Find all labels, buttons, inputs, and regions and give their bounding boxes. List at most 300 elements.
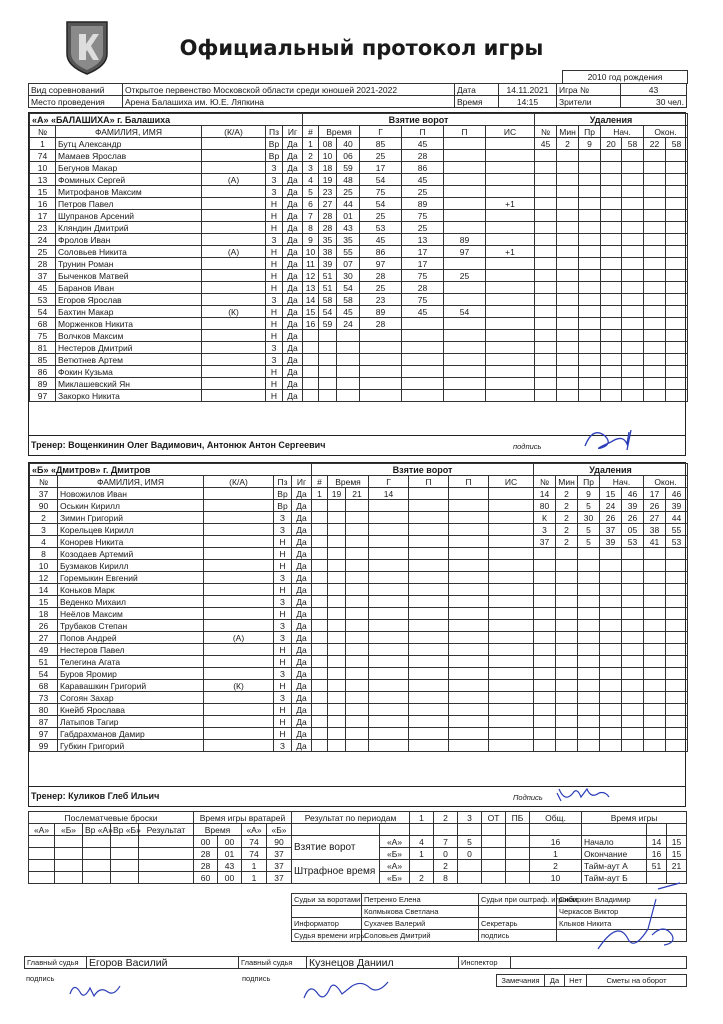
tA-penalty-row <box>535 246 688 258</box>
goal-cell: 23 <box>319 186 337 198</box>
tB-goal-col-5: ИС <box>489 476 534 488</box>
referees-table <box>24 956 687 969</box>
player-plays: Да <box>292 656 312 668</box>
player-name: Конорев Никита <box>58 536 204 548</box>
goal-cell <box>369 668 409 680</box>
tA-player-row <box>30 138 303 150</box>
tB-goal-row <box>312 524 534 536</box>
game-no-value: 43 <box>621 84 687 96</box>
competition-value: Открытое первенство Московской области среди юношей 2021-2022 <box>123 84 455 96</box>
penalty-cell <box>535 234 557 246</box>
tA-penalty-row <box>535 294 688 306</box>
player-plays: Да <box>292 584 312 596</box>
goal-cell <box>409 608 449 620</box>
game-info-table <box>28 83 687 108</box>
remarks-cell: Замечания <box>497 975 545 987</box>
player-number: 3 <box>30 524 58 536</box>
tB-penalty-row <box>534 488 688 500</box>
penalty-cell: 2 <box>556 500 578 512</box>
penalty-cell <box>622 318 644 330</box>
tB-penalty-row <box>534 596 688 608</box>
penalty-cell <box>666 704 688 716</box>
tA-goal-row <box>303 354 535 366</box>
tA-roster-col-2: (К/А) <box>202 126 266 138</box>
game-time-header: Время игры <box>582 812 687 824</box>
chief-referee-signature <box>64 974 144 1004</box>
penalty-cell <box>579 378 601 390</box>
goal-cell: 54 <box>337 282 360 294</box>
chief-referee2-label: Главный судья <box>239 957 307 969</box>
player-position: Н <box>274 704 292 716</box>
player-position: Н <box>274 608 292 620</box>
penalty-cell: 26 <box>644 500 666 512</box>
goal-cell <box>369 728 409 740</box>
goal-cell <box>489 668 534 680</box>
team-b-section <box>28 462 686 807</box>
penalty-cell <box>644 378 666 390</box>
player-number: 49 <box>30 644 58 656</box>
player-name: Габдрахманов Дамир <box>58 728 204 740</box>
tB-penalty-row <box>534 692 688 704</box>
penalty-cell <box>644 318 666 330</box>
goal-cell: +1 <box>486 246 535 258</box>
penalty-cell <box>666 390 688 402</box>
penalty-cell <box>556 632 578 644</box>
tA-player-row <box>30 222 303 234</box>
player-number: 85 <box>30 354 56 366</box>
tB-roster-col-2: (К/А) <box>204 476 274 488</box>
player-role <box>202 378 266 390</box>
penalty-cell <box>644 174 666 186</box>
penalty-cell <box>666 282 688 294</box>
player-plays: Да <box>283 390 303 402</box>
official-role: Секретарь <box>479 918 557 930</box>
tB-goal-row <box>312 632 534 644</box>
remarks-cell: Нет <box>565 975 587 987</box>
player-role <box>204 716 274 728</box>
penalty-cell <box>644 294 666 306</box>
goal-cell <box>489 560 534 572</box>
tB-player-row <box>30 704 312 716</box>
player-plays: Да <box>292 512 312 524</box>
player-role <box>202 222 266 234</box>
periods-table <box>291 811 582 884</box>
goal-cell <box>346 536 369 548</box>
penalty-cell: 2 <box>556 524 578 536</box>
goal-cell: 08 <box>319 138 337 150</box>
tA-player-row <box>30 210 303 222</box>
goal-cell: 28 <box>319 222 337 234</box>
penalty-cell <box>644 234 666 246</box>
player-plays: Да <box>292 608 312 620</box>
player-number: 15 <box>30 596 58 608</box>
player-role <box>202 198 266 210</box>
penalty-cell <box>644 740 666 752</box>
game-time-row <box>582 848 687 860</box>
goal-cell <box>346 524 369 536</box>
goal-cell <box>346 704 369 716</box>
goalie-time-cell: 74 <box>242 848 267 860</box>
officials-signature <box>568 879 688 959</box>
goal-cell <box>360 330 402 342</box>
player-position: Вр <box>274 488 292 500</box>
goal-cell <box>444 174 486 186</box>
goal-cell: 1 <box>303 138 319 150</box>
goal-cell <box>319 366 337 378</box>
penalty-cell <box>666 620 688 632</box>
tB-player-row <box>30 500 312 512</box>
tA-player-row <box>30 354 303 366</box>
penalty-cell <box>578 572 600 584</box>
tB-player-row <box>30 584 312 596</box>
player-name: Новожилов Иван <box>58 488 204 500</box>
goal-cell <box>312 584 328 596</box>
player-plays: Да <box>283 138 303 150</box>
penalty-cell <box>535 246 557 258</box>
goal-cell <box>449 656 489 668</box>
penalty-cell <box>601 222 622 234</box>
pim-a-tag: «А» <box>380 860 410 872</box>
tA-player-row <box>30 258 303 270</box>
goal-cell: 43 <box>337 222 360 234</box>
game-time-minutes: 15 <box>667 836 687 848</box>
penalty-cell <box>644 644 666 656</box>
penalty-cell <box>666 716 688 728</box>
player-position: З <box>274 572 292 584</box>
venue-value: Арена Балашиха им. Ю.Е. Ляпкина <box>123 96 455 108</box>
player-plays: Да <box>283 150 303 162</box>
penalty-cell <box>666 186 688 198</box>
player-number: 53 <box>30 294 56 306</box>
goal-cell <box>486 378 535 390</box>
player-position: Н <box>266 306 283 318</box>
goal-cell <box>486 270 535 282</box>
tB-player-row <box>30 548 312 560</box>
shootout-header: Послематчевые броски <box>29 812 194 824</box>
goal-cell <box>312 632 328 644</box>
venue-label: Место проведения <box>29 96 123 108</box>
tB-pen-col-start: Нач. <box>600 476 644 488</box>
player-plays: Да <box>292 728 312 740</box>
tB-goal-row <box>312 584 534 596</box>
penalty-cell <box>666 162 688 174</box>
player-name: Миклашевский Ян <box>56 378 202 390</box>
tB-player-row <box>30 512 312 524</box>
goal-cell: 24 <box>337 318 360 330</box>
player-plays: Да <box>283 318 303 330</box>
goal-cell <box>449 668 489 680</box>
goalie-time-cell: 01 <box>218 848 242 860</box>
goal-cell <box>346 620 369 632</box>
penalty-cell: 39 <box>600 536 622 548</box>
penalty-cell <box>622 342 644 354</box>
penalty-cell <box>557 378 579 390</box>
tB-goal-row <box>312 488 534 500</box>
player-number: 97 <box>30 728 58 740</box>
player-position: Н <box>266 210 283 222</box>
tB-penalty-row <box>534 608 688 620</box>
player-number: 23 <box>30 222 56 234</box>
penalty-cell <box>578 560 600 572</box>
penalty-cell <box>622 548 644 560</box>
penalty-cell <box>534 656 556 668</box>
goalie-time-cell: 00 <box>194 836 218 848</box>
goal-cell <box>328 692 346 704</box>
penalty-cell <box>557 330 579 342</box>
goal-cell <box>444 342 486 354</box>
player-position: З <box>266 174 283 186</box>
player-role <box>204 740 274 752</box>
penalty-cell <box>600 692 622 704</box>
penalty-cell <box>579 174 601 186</box>
tA-penalty-row <box>535 258 688 270</box>
goal-cell <box>444 162 486 174</box>
team-b-coach: Тренер: Куликов Глеб Ильич <box>31 791 160 801</box>
goal-cell <box>312 536 328 548</box>
period-col-2: 2 <box>434 812 458 824</box>
penalty-cell <box>622 740 644 752</box>
goal-cell <box>312 572 328 584</box>
goal-cell <box>444 366 486 378</box>
penalty-cell <box>666 270 688 282</box>
goal-cell <box>486 294 535 306</box>
tA-player-row <box>30 330 303 342</box>
tB-player-row <box>30 740 312 752</box>
goal-cell <box>328 584 346 596</box>
period-cell: 5 <box>458 836 482 848</box>
player-name: Егоров Ярослав <box>56 294 202 306</box>
goal-cell <box>312 668 328 680</box>
penalty-cell <box>644 270 666 282</box>
penalty-cell: 46 <box>666 488 688 500</box>
penalty-cell <box>535 318 557 330</box>
penalty-cell <box>534 572 556 584</box>
goal-cell <box>369 656 409 668</box>
goal-cell <box>328 668 346 680</box>
game-time-label: Тайм-аут А <box>582 860 647 872</box>
goal-cell <box>444 198 486 210</box>
penalty-cell <box>601 378 622 390</box>
player-position: Н <box>266 378 283 390</box>
penalty-cell <box>644 150 666 162</box>
goal-cell <box>328 524 346 536</box>
player-number: 25 <box>30 246 56 258</box>
goal-cell <box>402 390 444 402</box>
penalty-cell: К <box>534 512 556 524</box>
player-role <box>204 644 274 656</box>
player-plays: Да <box>292 680 312 692</box>
penalty-cell: 5 <box>578 524 600 536</box>
goal-cell <box>346 644 369 656</box>
player-name: Коньков Марк <box>58 584 204 596</box>
goal-cell <box>346 656 369 668</box>
goalie-time-cell: 60 <box>194 872 218 884</box>
tB-pen-col-end: Окон. <box>644 476 688 488</box>
goalie-time-cell: 1 <box>242 872 267 884</box>
period-cell <box>482 836 506 848</box>
goal-cell <box>328 572 346 584</box>
period-cell: 7 <box>434 836 458 848</box>
penalty-cell <box>601 258 622 270</box>
penalty-cell <box>601 246 622 258</box>
goal-cell <box>328 548 346 560</box>
penalty-cell: 9 <box>578 488 600 500</box>
tA-player-row <box>30 342 303 354</box>
goal-cell: 44 <box>337 198 360 210</box>
tA-penalty-row <box>535 354 688 366</box>
penalty-cell <box>557 306 579 318</box>
official-name: Петренко Елена <box>362 894 479 906</box>
penalty-cell <box>556 740 578 752</box>
player-number: 37 <box>30 270 56 282</box>
tA-penalty-row <box>535 162 688 174</box>
game-time-hours: 14 <box>647 836 667 848</box>
player-name: Бахтин Макар <box>56 306 202 318</box>
goal-cell <box>303 354 319 366</box>
team-b-goals-header: Взятие ворот <box>312 464 534 476</box>
penalty-cell <box>666 222 688 234</box>
goalie-time-cell: 00 <box>218 836 242 848</box>
goal-cell: 25 <box>402 222 444 234</box>
penalty-cell <box>578 620 600 632</box>
penalty-cell <box>535 162 557 174</box>
chief-referee-name: Егоров Василий <box>87 957 239 969</box>
tB-player-row <box>30 716 312 728</box>
tA-goal-row <box>303 138 535 150</box>
goal-cell <box>337 354 360 366</box>
goal-cell <box>444 282 486 294</box>
shootout-col-3: Вр «Б» <box>111 824 139 836</box>
tB-player-row <box>30 632 312 644</box>
penalty-cell <box>535 270 557 282</box>
period-cell: 0 <box>458 848 482 860</box>
penalty-cell <box>578 716 600 728</box>
penalty-cell <box>622 354 644 366</box>
game-time-hours: 51 <box>647 860 667 872</box>
player-number: 26 <box>30 620 58 632</box>
tA-player-row <box>30 270 303 282</box>
goal-cell <box>328 728 346 740</box>
player-position: Н <box>274 536 292 548</box>
goal-cell: 30 <box>337 270 360 282</box>
goal-cell: 17 <box>360 162 402 174</box>
player-name: Закорко Никита <box>56 390 202 402</box>
player-number: 17 <box>30 210 56 222</box>
penalty-cell <box>557 162 579 174</box>
tA-penalty-row <box>535 150 688 162</box>
goal-cell <box>489 536 534 548</box>
tA-pen-col-reason: Пр <box>579 126 601 138</box>
penalty-cell <box>578 668 600 680</box>
tA-roster-col-3: Пз <box>266 126 283 138</box>
tA-penalty-row <box>535 234 688 246</box>
period-cell <box>506 872 530 884</box>
penalty-cell <box>622 656 644 668</box>
goal-cell: 45 <box>402 306 444 318</box>
player-plays: Да <box>292 548 312 560</box>
goal-cell <box>369 560 409 572</box>
penalty-cell <box>534 704 556 716</box>
penalty-cell <box>666 306 688 318</box>
remarks-table <box>496 974 687 987</box>
goal-cell <box>486 222 535 234</box>
pim-row-label: Штрафное время <box>292 860 380 884</box>
goalie-time-cell: 28 <box>194 860 218 872</box>
goal-cell: 45 <box>402 138 444 150</box>
goal-cell <box>489 656 534 668</box>
goal-cell <box>312 548 328 560</box>
penalty-cell <box>534 632 556 644</box>
player-position: З <box>274 512 292 524</box>
penalty-cell: 26 <box>600 512 622 524</box>
penalty-cell <box>601 318 622 330</box>
goal-cell <box>444 318 486 330</box>
goal-cell <box>346 572 369 584</box>
goal-cell <box>449 608 489 620</box>
goal-cell <box>312 524 328 536</box>
period-cell <box>506 860 530 872</box>
goal-cell: 39 <box>319 258 337 270</box>
tB-player-row <box>30 692 312 704</box>
player-name: Трунин Роман <box>56 258 202 270</box>
player-position: З <box>274 596 292 608</box>
goalie-time-cell: 1 <box>242 860 267 872</box>
player-number: 68 <box>30 318 56 330</box>
period-cell: 4 <box>410 836 434 848</box>
player-name: Ветютнев Артем <box>56 354 202 366</box>
penalty-cell <box>557 390 579 402</box>
penalty-cell <box>666 342 688 354</box>
goal-cell: 28 <box>402 150 444 162</box>
goal-cell <box>486 282 535 294</box>
player-number: 75 <box>30 330 56 342</box>
player-plays: Да <box>283 294 303 306</box>
period-cell <box>410 860 434 872</box>
goal-cell <box>312 692 328 704</box>
game-time-label: Окончание <box>582 848 647 860</box>
player-name: Оськин Кирилл <box>58 500 204 512</box>
penalty-cell <box>534 596 556 608</box>
penalty-cell <box>557 270 579 282</box>
penalty-cell <box>600 572 622 584</box>
player-role <box>202 210 266 222</box>
goal-cell: 19 <box>319 174 337 186</box>
penalty-cell <box>644 306 666 318</box>
player-name: Нестеров Дмитрий <box>56 342 202 354</box>
goal-cell <box>489 512 534 524</box>
player-number: 74 <box>30 150 56 162</box>
player-position: Н <box>266 198 283 210</box>
goal-cell: 59 <box>337 162 360 174</box>
tB-goal-row <box>312 548 534 560</box>
player-plays: Да <box>283 366 303 378</box>
tA-penalty-row <box>535 186 688 198</box>
shootout-table <box>28 811 194 884</box>
goal-cell: 51 <box>319 282 337 294</box>
goal-cell: 25 <box>360 282 402 294</box>
tA-goal-row <box>303 222 535 234</box>
tB-penalty-row <box>534 572 688 584</box>
player-role <box>204 692 274 704</box>
goal-cell <box>444 150 486 162</box>
penalty-cell <box>600 740 622 752</box>
goal-cell: 17 <box>402 258 444 270</box>
period-cell <box>458 860 482 872</box>
goal-cell: 25 <box>444 270 486 282</box>
goals-a-tag: «А» <box>380 836 410 848</box>
penalty-cell <box>535 282 557 294</box>
goal-cell <box>449 632 489 644</box>
